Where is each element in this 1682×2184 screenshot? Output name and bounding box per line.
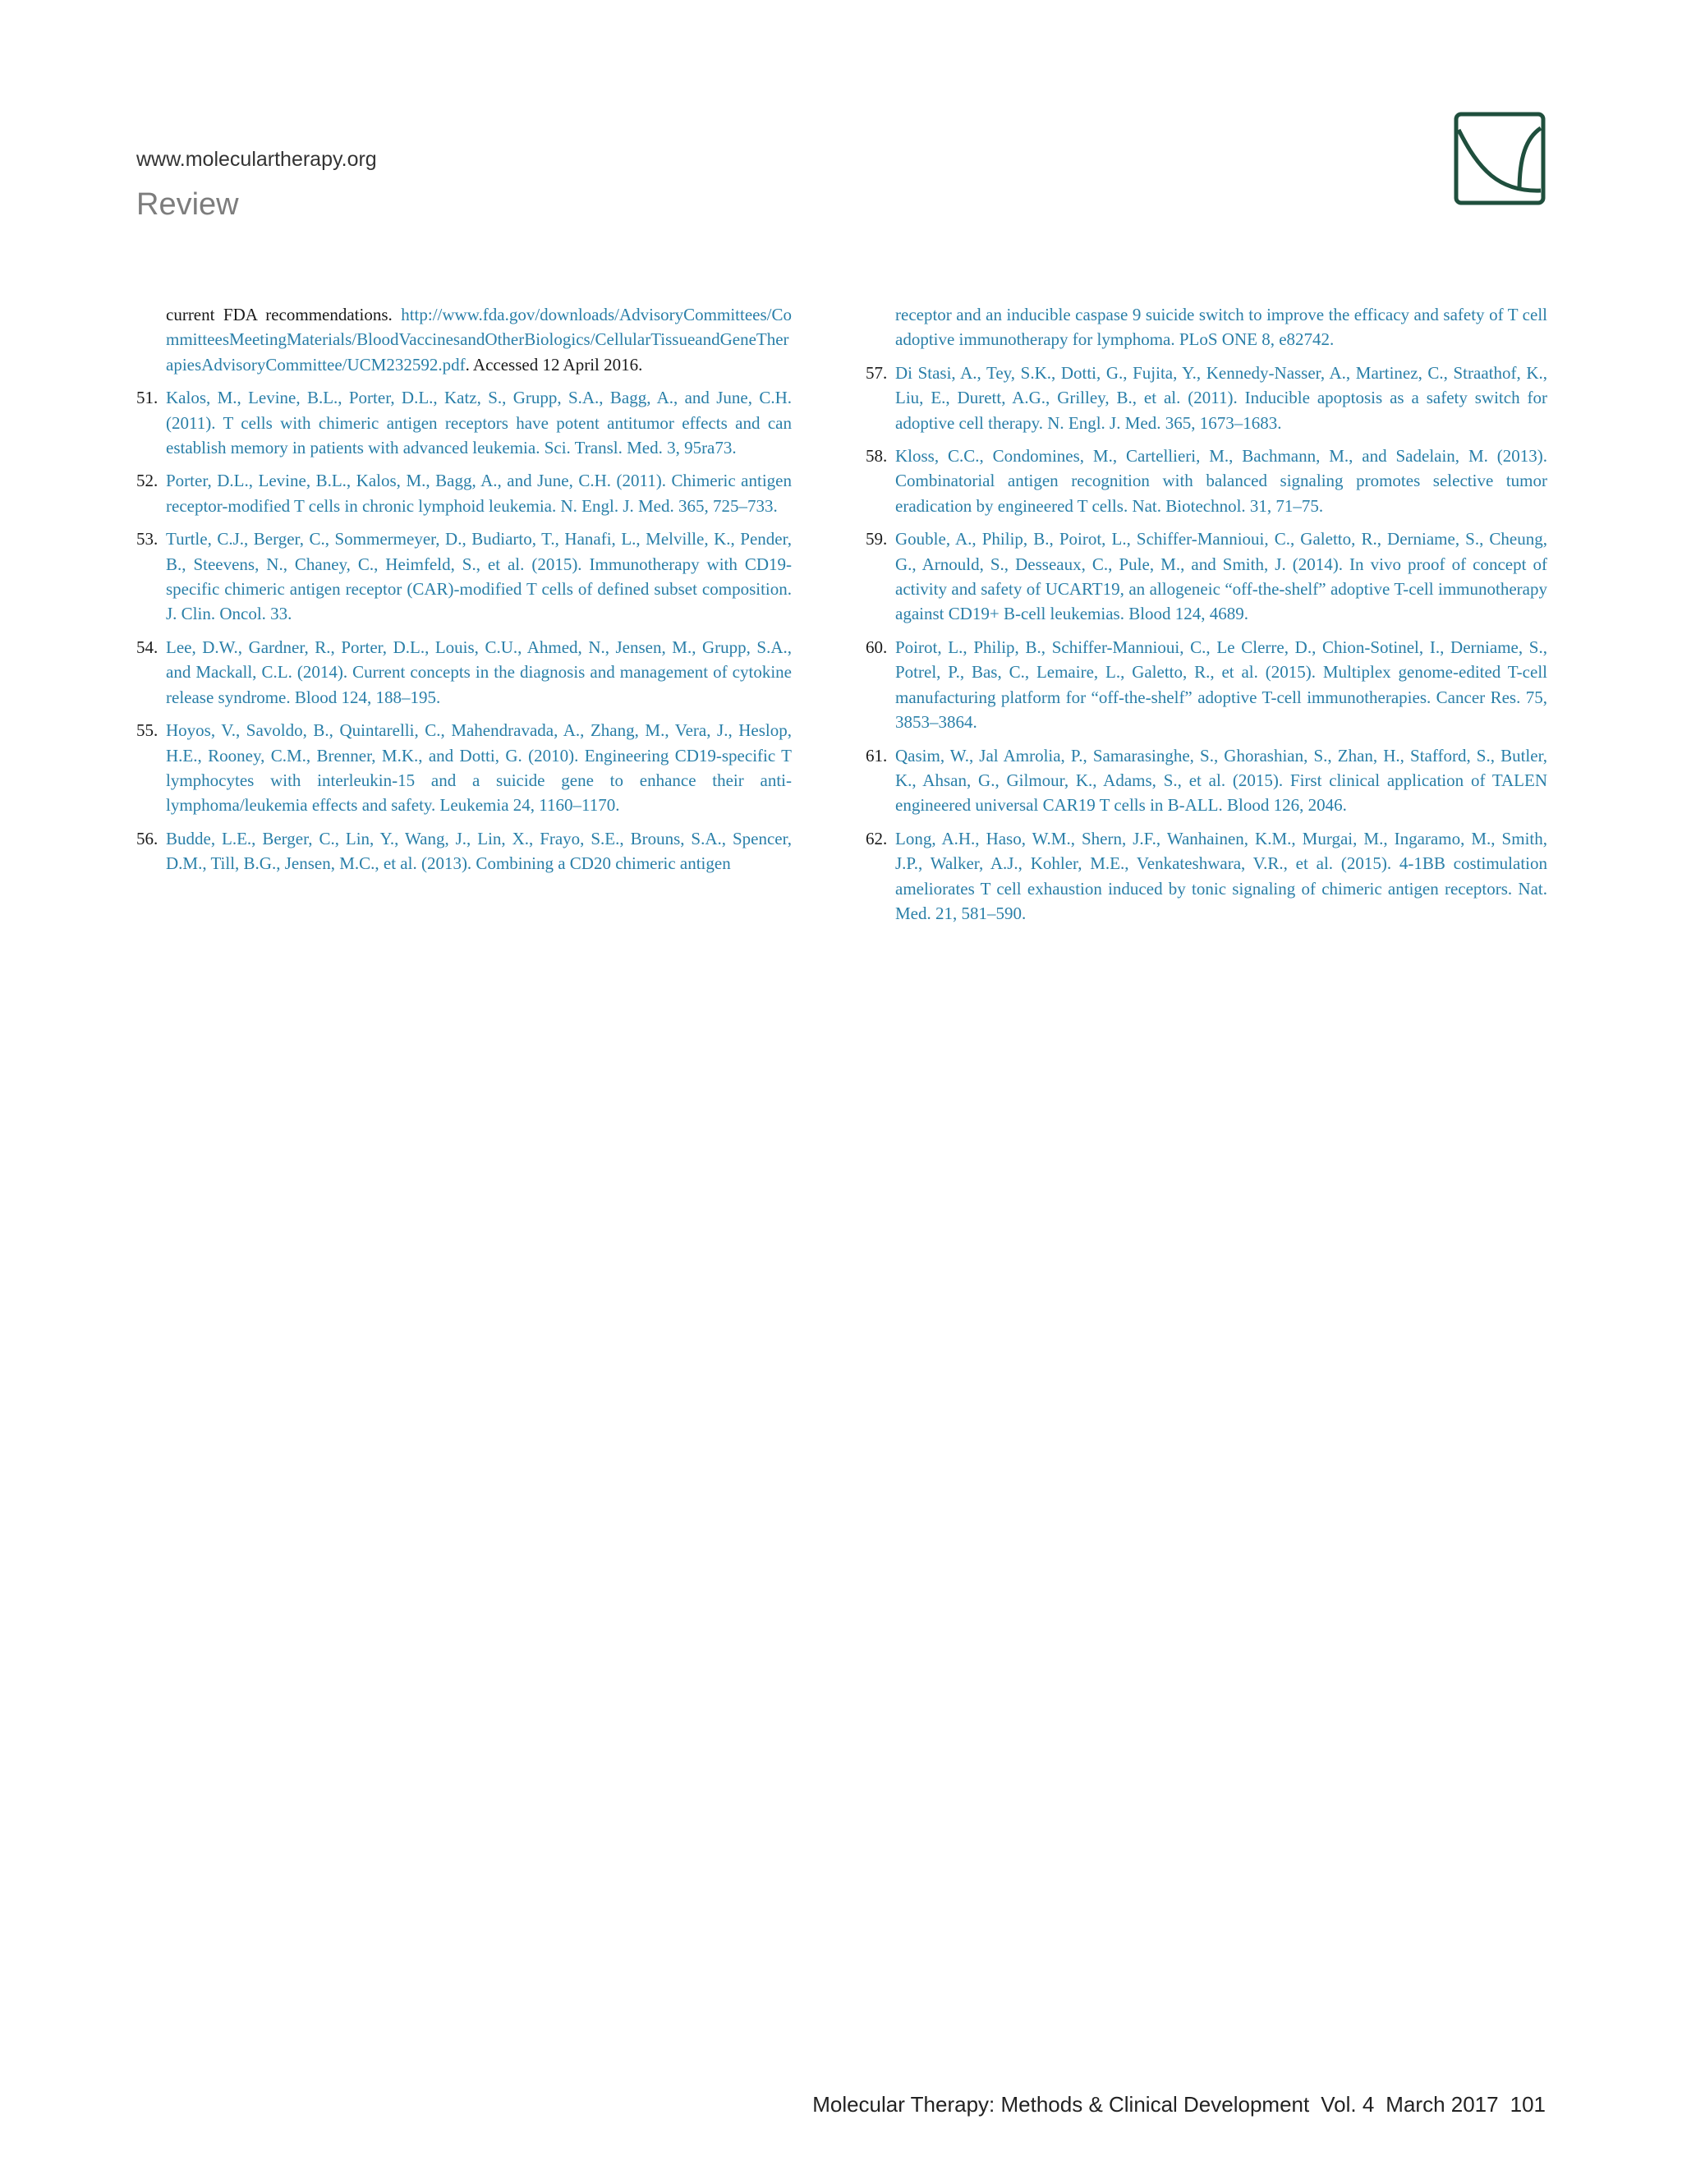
reference-item[interactable]: [136, 826, 792, 876]
reference-item[interactable]: [866, 526, 1547, 627]
reference-item[interactable]: [866, 743, 1547, 818]
reference-text[interactable]: Hoyos, V., Savoldo, B., Quintarelli, C., Mahendravada, A., Zhang, M., Vera, J., Heslop, H.E., Rooney, C.M., Brenner, M.K., and Dotti, G. (2010). Engineering CD19-specific T lymphocytes with interleukin-15 and a suicide gene to enhance their anti-lymphoma/leukemia effects and safety. Leukemia 24, 1160–1170.: [166, 720, 792, 816]
reference-number: 56.: [136, 828, 159, 848]
reference-text[interactable]: Gouble, A., Philip, B., Poirot, L., Schiffer-Mannioui, C., Galetto, R., Derniame, S., Cheung, G., Arnould, S., Desseaux, C., Pule, M., and Smith, J. (2014). In vivo proof of concept of activity and safety of UCART19, an allogeneic “off-the-shelf” adoptive T-cell immunotherapy against CD19+ B-cell leukemias. Blood 124, 4689.: [895, 529, 1547, 624]
reference-number: 54.: [136, 637, 159, 657]
reference-text[interactable]: Porter, D.L., Levine, B.L., Kalos, M., Bagg, A., and June, C.H. (2011). Chimeric antigen receptor-modified T cells in chronic lymphoid leukemia. N. Engl. J. Med. 365, 725–733.: [166, 471, 792, 516]
reference-item[interactable]: [136, 526, 792, 627]
reference-item[interactable]: [866, 361, 1547, 435]
reference-number: 58.: [866, 446, 888, 467]
reference-item[interactable]: [136, 718, 792, 818]
continuation-text: current FDA recommendations.: [166, 305, 402, 324]
reference-number: 51.: [136, 388, 159, 408]
reference-text[interactable]: Lee, D.W., Gardner, R., Porter, D.L., Louis, C.U., Ahmed, N., Jensen, M., Grupp, S.A., and Mackall, C.L. (2014). Current concepts in the diagnosis and management of cytokine release syndrome. Blood 124, 188–195.: [166, 637, 792, 707]
reference-text[interactable]: Di Stasi, A., Tey, S.K., Dotti, G., Fujita, Y., Kennedy-Nasser, A., Martinez, C., Straathof, K., Liu, E., Durett, A.G., Grilley, B., et al. (2011). Inducible apoptosis as a safety switch for adoptive cell therapy. N. Engl. J. Med. 365, 1673–1683.: [895, 362, 1547, 433]
reference-number: 52.: [136, 471, 159, 491]
issue-date: March 2017: [1386, 2092, 1499, 2117]
right-column: [866, 302, 1547, 934]
reference-item[interactable]: [866, 826, 1547, 926]
site-url[interactable]: www.moleculartherapy.org: [136, 148, 377, 171]
reference-text[interactable]: Poirot, L., Philip, B., Schiffer-Mannioui, C., Le Clerre, D., Chion-Sotinel, I., Derniame, S., Potrel, P., Bas, C., Lemaire, L., Galetto, R., et al. (2015). Multiplex genome-edited T-cell manufacturing platform for “off-the-shelf” adoptive T-cell immunotherapies. Cancer Res. 75, 3853–3864.: [895, 637, 1547, 733]
reference-item[interactable]: [866, 444, 1547, 518]
page-number: 101: [1510, 2092, 1546, 2117]
reference-number: 55.: [136, 720, 159, 741]
volume: Vol. 4: [1321, 2092, 1375, 2117]
reference-item[interactable]: [136, 468, 792, 518]
page-footer: [812, 2092, 1546, 2117]
reference-item[interactable]: [136, 385, 792, 460]
reference-text[interactable]: Long, A.H., Haso, W.M., Shern, J.F., Wanhainen, K.M., Murgai, M., Ingaramo, M., Smith, J.P., Walker, A.J., Kohler, M.E., Venkateshwara, V.R., et al. (2015). 4-1BB costimulation ameliorates T cell exhaustion induced by tonic signaling of chimeric antigen receptors. Nat. Med. 21, 581–590.: [895, 828, 1547, 923]
reference-text[interactable]: Turtle, C.J., Berger, C., Sommermeyer, D., Budiarto, T., Hanafi, L., Melville, K., Pender, B., Steevens, N., Chaney, C., Heimfeld, S., et al. (2015). Immunotherapy with CD19-specific chimeric antigen receptor (CAR)-modified T cells of defined subset composition. J. Clin. Oncol. 33.: [166, 529, 792, 624]
left-column: [136, 302, 792, 885]
reference-text[interactable]: Qasim, W., Jal Amrolia, P., Samarasinghe, S., Ghorashian, S., Zhan, H., Stafford, S., Butler, K., Ahsan, G., Gilmour, K., Adams, S., et al. (2015). First clinical application of TALEN engineered universal CAR19 T cells in B-ALL. Blood 126, 2046.: [895, 745, 1547, 816]
reference-item[interactable]: [136, 635, 792, 710]
reference-number: 53.: [136, 529, 159, 549]
reference-item[interactable]: [866, 635, 1547, 735]
reference-number: 59.: [866, 529, 888, 549]
reference-text[interactable]: Kloss, C.C., Condomines, M., Cartellieri, M., Bachmann, M., and Sadelain, M. (2013). Combinatorial antigen recognition with balanced signaling promotes selective tumor eradication by engineered T cells. Nat. Biotechnol. 31, 71–75.: [895, 446, 1547, 516]
reference-continuation: [136, 302, 792, 377]
journal-name: Molecular Therapy: Methods & Clinical Development: [812, 2092, 1310, 2117]
reference-number: 61.: [866, 745, 888, 766]
reference-number: 60.: [866, 637, 888, 657]
fda-link[interactable]: http://www.fda.gov/downloads/AdvisoryCommittees/CommitteesMeetingMaterials/BloodVaccinesandOtherBiologics/CellularTissueandGeneTherapiesAdvisoryCommittee/UCM232592.pdf: [166, 305, 792, 375]
reference-continuation[interactable]: [866, 302, 1547, 352]
reference-text[interactable]: Kalos, M., Levine, B.L., Porter, D.L., Katz, S., Grupp, S.A., Bagg, A., and June, C.H. (2011). T cells with chimeric antigen receptors have potent antitumor effects and can establish memory in patients with advanced leukemia. Sci. Transl. Med. 3, 95ra73.: [166, 388, 792, 458]
continuation-text[interactable]: receptor and an inducible caspase 9 suicide switch to improve the efficacy and safety of T cell adoptive immunotherapy for lymphoma. PLoS ONE 8, e82742.: [895, 305, 1547, 350]
reference-number: 57.: [866, 362, 888, 383]
reference-text[interactable]: Budde, L.E., Berger, C., Lin, Y., Wang, J., Lin, X., Frayo, S.E., Brouns, S.A., Spencer, D.M., Till, B.G., Jensen, M.C., et al. (2013). Combining a CD20 chimeric antigen: [166, 828, 792, 874]
continuation-tail: . Accessed 12 April 2016.: [465, 354, 643, 375]
section-label: Review: [136, 187, 239, 222]
reference-number: 62.: [866, 828, 888, 848]
journal-logo-icon: [1454, 112, 1546, 205]
